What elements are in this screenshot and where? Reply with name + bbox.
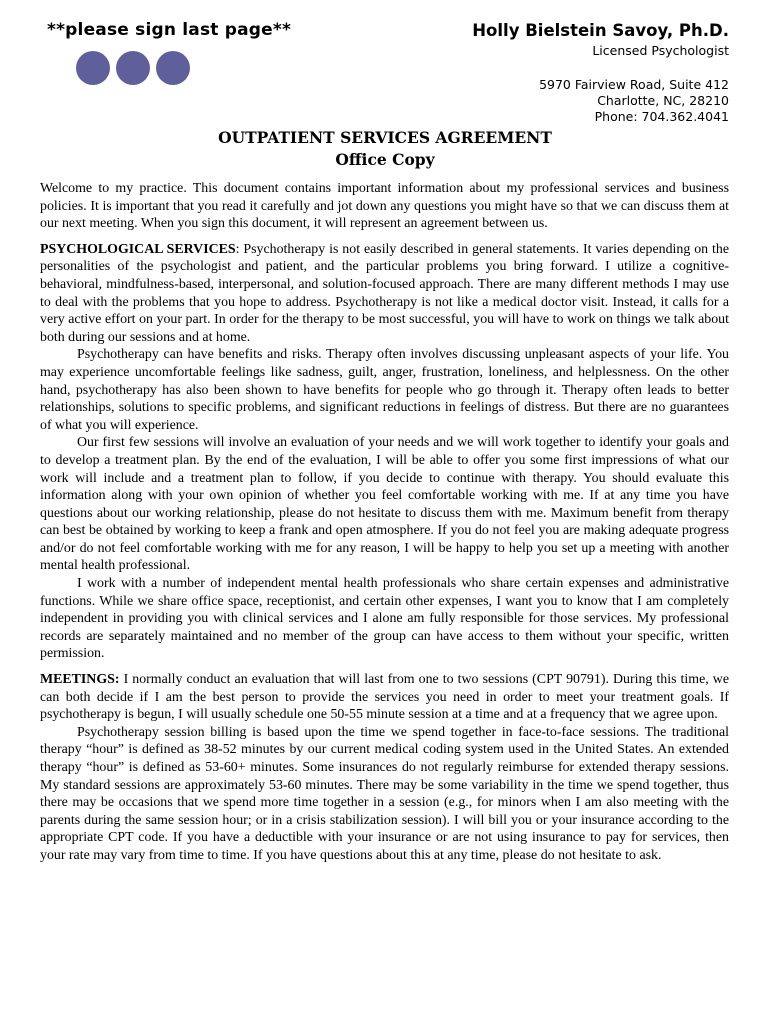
practitioner-title: Licensed Psychologist bbox=[592, 43, 729, 58]
independence-paragraph: I work with a number of independent mental health professionals who share certain expenses and administrative functions. While we share office space, receptionist, and certain other expenses, I want you to know that I am completely independent in providing you with clinical services and I alone am fully responsible for those services. My professional records are separately maintained and no member of the group can have access to them without your specific, written permission. bbox=[40, 576, 729, 662]
meetings-heading: MEETINGS: bbox=[40, 672, 120, 688]
intro-paragraph: Welcome to my practice. This document contains important information about my professional services and business policies. It is important that you read it carefully and jot down any questions you might have so that we can discuss them at our next meeting. When you sign this document, it will represent an agreement between us. bbox=[40, 181, 729, 232]
benefits-risks-paragraph: Psychotherapy can have benefits and risks. Therapy often involves discussing unpleasant aspects of your life. You may experience uncomfortable feelings like sadness, guilt, anger, frustration, loneliness, and helplessness. On the other hand, psychotherapy has also been shown to have benefits for people who go through it. Therapy often leads to better relationships, solutions to specific problems, and significant reductions in feelings of distress. But there are no guarantees of what you will experience. bbox=[40, 347, 729, 433]
document-body bbox=[40, 180, 729, 865]
decorative-circle-icon bbox=[156, 51, 190, 85]
decorative-circle-icon bbox=[76, 51, 110, 85]
meetings-paragraph bbox=[40, 671, 729, 724]
psychological-services-text: : Psychotherapy is not easily described in general statements. It varies depending on the personalities of the psychologist and patient, and the particular problems you bring forward. I utilize a cognitive-behavioral, mindfulness-based, interpersonal, and solution-focused approach. There are many different methods I may use to deal with the problems that you hope to address. Psychotherapy is not like a medical doctor visit. Instead, it calls for a very active effort on your part. In order for the therapy to be most successful, you will have to work on things we talk about both during our sessions and at home. bbox=[40, 241, 729, 345]
decorative-circle-icon bbox=[116, 51, 150, 85]
phone-number: Phone: 704.362.4041 bbox=[594, 109, 729, 124]
address-line-2: Charlotte, NC, 28210 bbox=[597, 93, 729, 108]
billing-paragraph: Psychotherapy session billing is based upon the time we spend together in face-to-face sessions. The traditional therapy “hour” is defined as 38-52 minutes by our current medical coding system used in the United States. An extended therapy “hour” is defined as 53-60+ minutes. Some insurances do not regularly reimburse for extended therapy sessions. My standard sessions are approximately 53-60 minutes. There may be some variability in the time we spend together, thus there may be occasions that we spend more time together in a session (e.g., for minors when I am also meeting with the parents during the same session hour; or in a crisis stabilization session). I will bill you or your insurance according to the appropriate CPT code. If you have a deductible with your insurance or are not using insurance to pay for services, then your rate may vary from time to time. If you have questions about this at any time, please do not hesitate to ask. bbox=[40, 724, 729, 863]
evaluation-paragraph: Our first few sessions will involve an evaluation of your needs and we will work together to identify your goals and to develop a treatment plan. By the end of the evaluation, I will be able to offer you some first impressions of what our work will include and a treatment plan to follow, if you decide to continue with therapy. You should evaluate this information along with your own opinion of whether you feel comfortable working with me. If at any time you have questions about our working relationship, please do not hesitate to discuss them with me. Maximum benefit from therapy can best be obtained by working to keep a frank and open atmosphere. If you do not feel you are making adequate progress and/or do not feel comfortable working with me for any reason, I will be happy to help you set up a meeting with another mental health professional. bbox=[40, 435, 729, 574]
psychological-services-heading: PSYCHOLOGICAL SERVICES bbox=[40, 241, 236, 257]
meetings-text: I normally conduct an evaluation that will last from one to two sessions (CPT 90791). During this time, we can both decide if I am the best person to provide the services you need in order to meet your treatment goals. If psychotherapy is begun, I will usually schedule one 50-55 minute session at a time and at a frequency that we agree upon. bbox=[40, 672, 729, 723]
psychological-services-paragraph bbox=[40, 241, 729, 347]
sign-notice: **please sign last page** bbox=[47, 20, 292, 40]
document-title: OUTPATIENT SERVICES AGREEMENT bbox=[218, 128, 552, 147]
practitioner-name: Holly Bielstein Savoy, Ph.D. bbox=[472, 21, 729, 40]
address-line-1: 5970 Fairview Road, Suite 412 bbox=[539, 77, 729, 92]
document-subtitle: Office Copy bbox=[335, 150, 435, 169]
letterhead bbox=[472, 20, 729, 125]
